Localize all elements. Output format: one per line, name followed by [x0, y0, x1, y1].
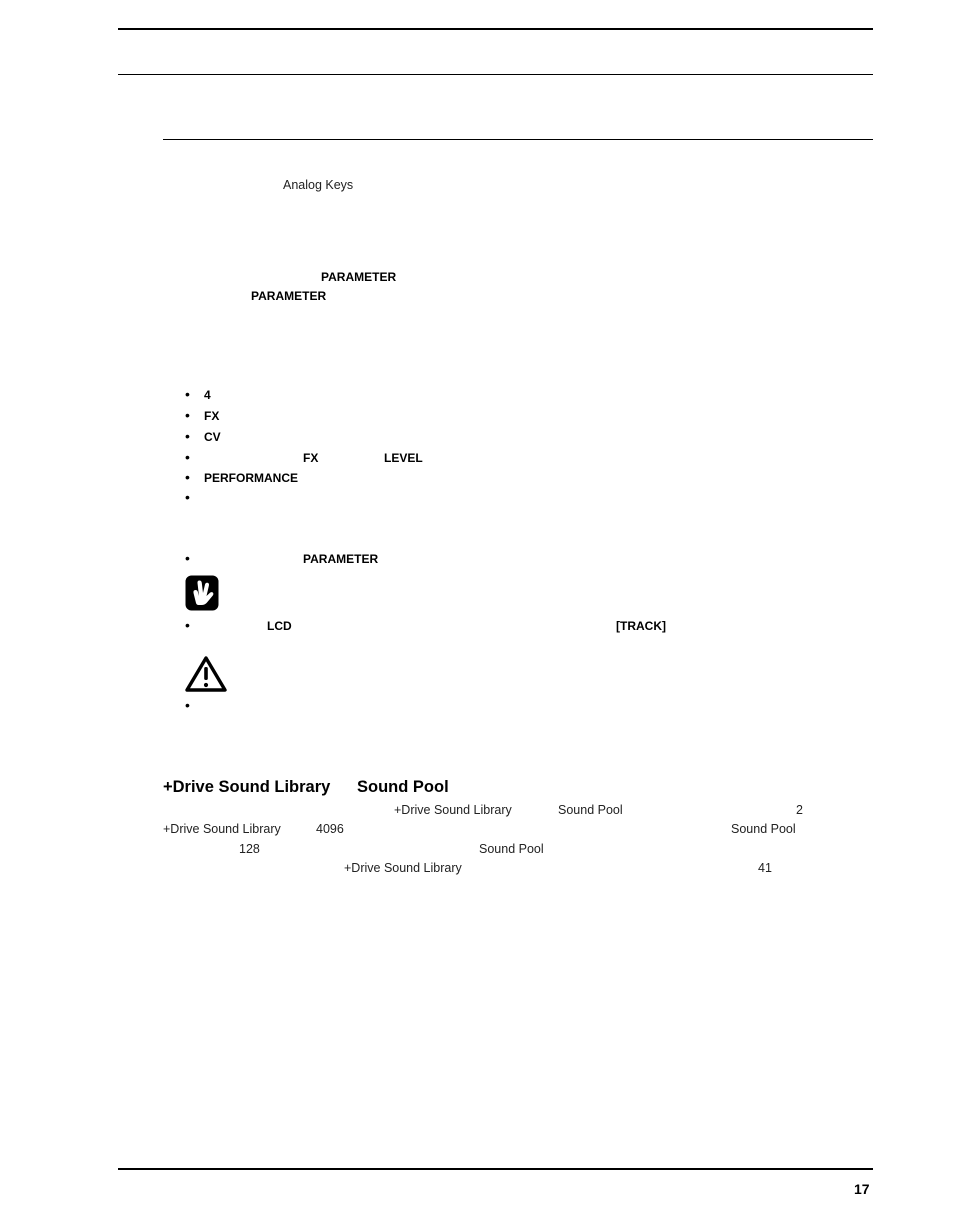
- hand-tip-icon: [185, 575, 219, 611]
- analog-keys-label: Analog Keys: [283, 178, 354, 192]
- bullet-text-fx-2: FX: [303, 451, 319, 465]
- bullet-text-lcd: LCD: [267, 619, 292, 633]
- body-l1-num: 2: [796, 803, 803, 817]
- bullet-text-performance: PERFORMANCE: [204, 471, 299, 485]
- bullet-dot-6: •: [185, 489, 190, 505]
- section-rule: [163, 139, 873, 140]
- bullet-text-track: [TRACK]: [616, 619, 666, 633]
- body-l3-num: 128: [239, 842, 260, 856]
- bullet-dot-7: •: [185, 550, 190, 566]
- body-l4-drive: +Drive Sound Library: [344, 861, 462, 875]
- bullet-text-fx: FX: [204, 409, 220, 423]
- body-l1-drive: +Drive Sound Library: [394, 803, 512, 817]
- section-heading-drive-library: +Drive Sound Library: [163, 778, 331, 796]
- section-heading-sound-pool: Sound Pool: [357, 778, 449, 796]
- body-l4-num: 41: [758, 861, 772, 875]
- bullet-dot-8: •: [185, 617, 190, 633]
- header-rule-second: [118, 74, 873, 75]
- parameter-label-2: PARAMETER: [251, 289, 327, 303]
- bullet-dot-9: •: [185, 697, 190, 713]
- body-l1-soundpool: Sound Pool: [558, 803, 623, 817]
- body-l2-drive: +Drive Sound Library: [163, 822, 281, 836]
- bullet-dot-4: •: [185, 449, 190, 465]
- bullet-text-4: 4: [204, 388, 211, 402]
- body-l2-num: 4096: [316, 822, 344, 836]
- parameter-label-1: PARAMETER: [321, 270, 397, 284]
- body-l2-soundpool: Sound Pool: [731, 822, 796, 836]
- body-l3-soundpool: Sound Pool: [479, 842, 544, 856]
- bullet-dot-2: •: [185, 407, 190, 423]
- bullet-dot-3: •: [185, 428, 190, 444]
- page-number: 17: [854, 1181, 870, 1197]
- bullet-text-cv: CV: [204, 430, 221, 444]
- bullet-text-parameter: PARAMETER: [303, 552, 379, 566]
- bullet-text-level: LEVEL: [384, 451, 423, 465]
- bullet-dot-1: •: [185, 386, 190, 402]
- bullet-dot-5: •: [185, 469, 190, 485]
- footer-rule: [118, 1168, 873, 1170]
- warning-triangle-icon: [184, 655, 228, 693]
- header-rule-top: [118, 28, 873, 30]
